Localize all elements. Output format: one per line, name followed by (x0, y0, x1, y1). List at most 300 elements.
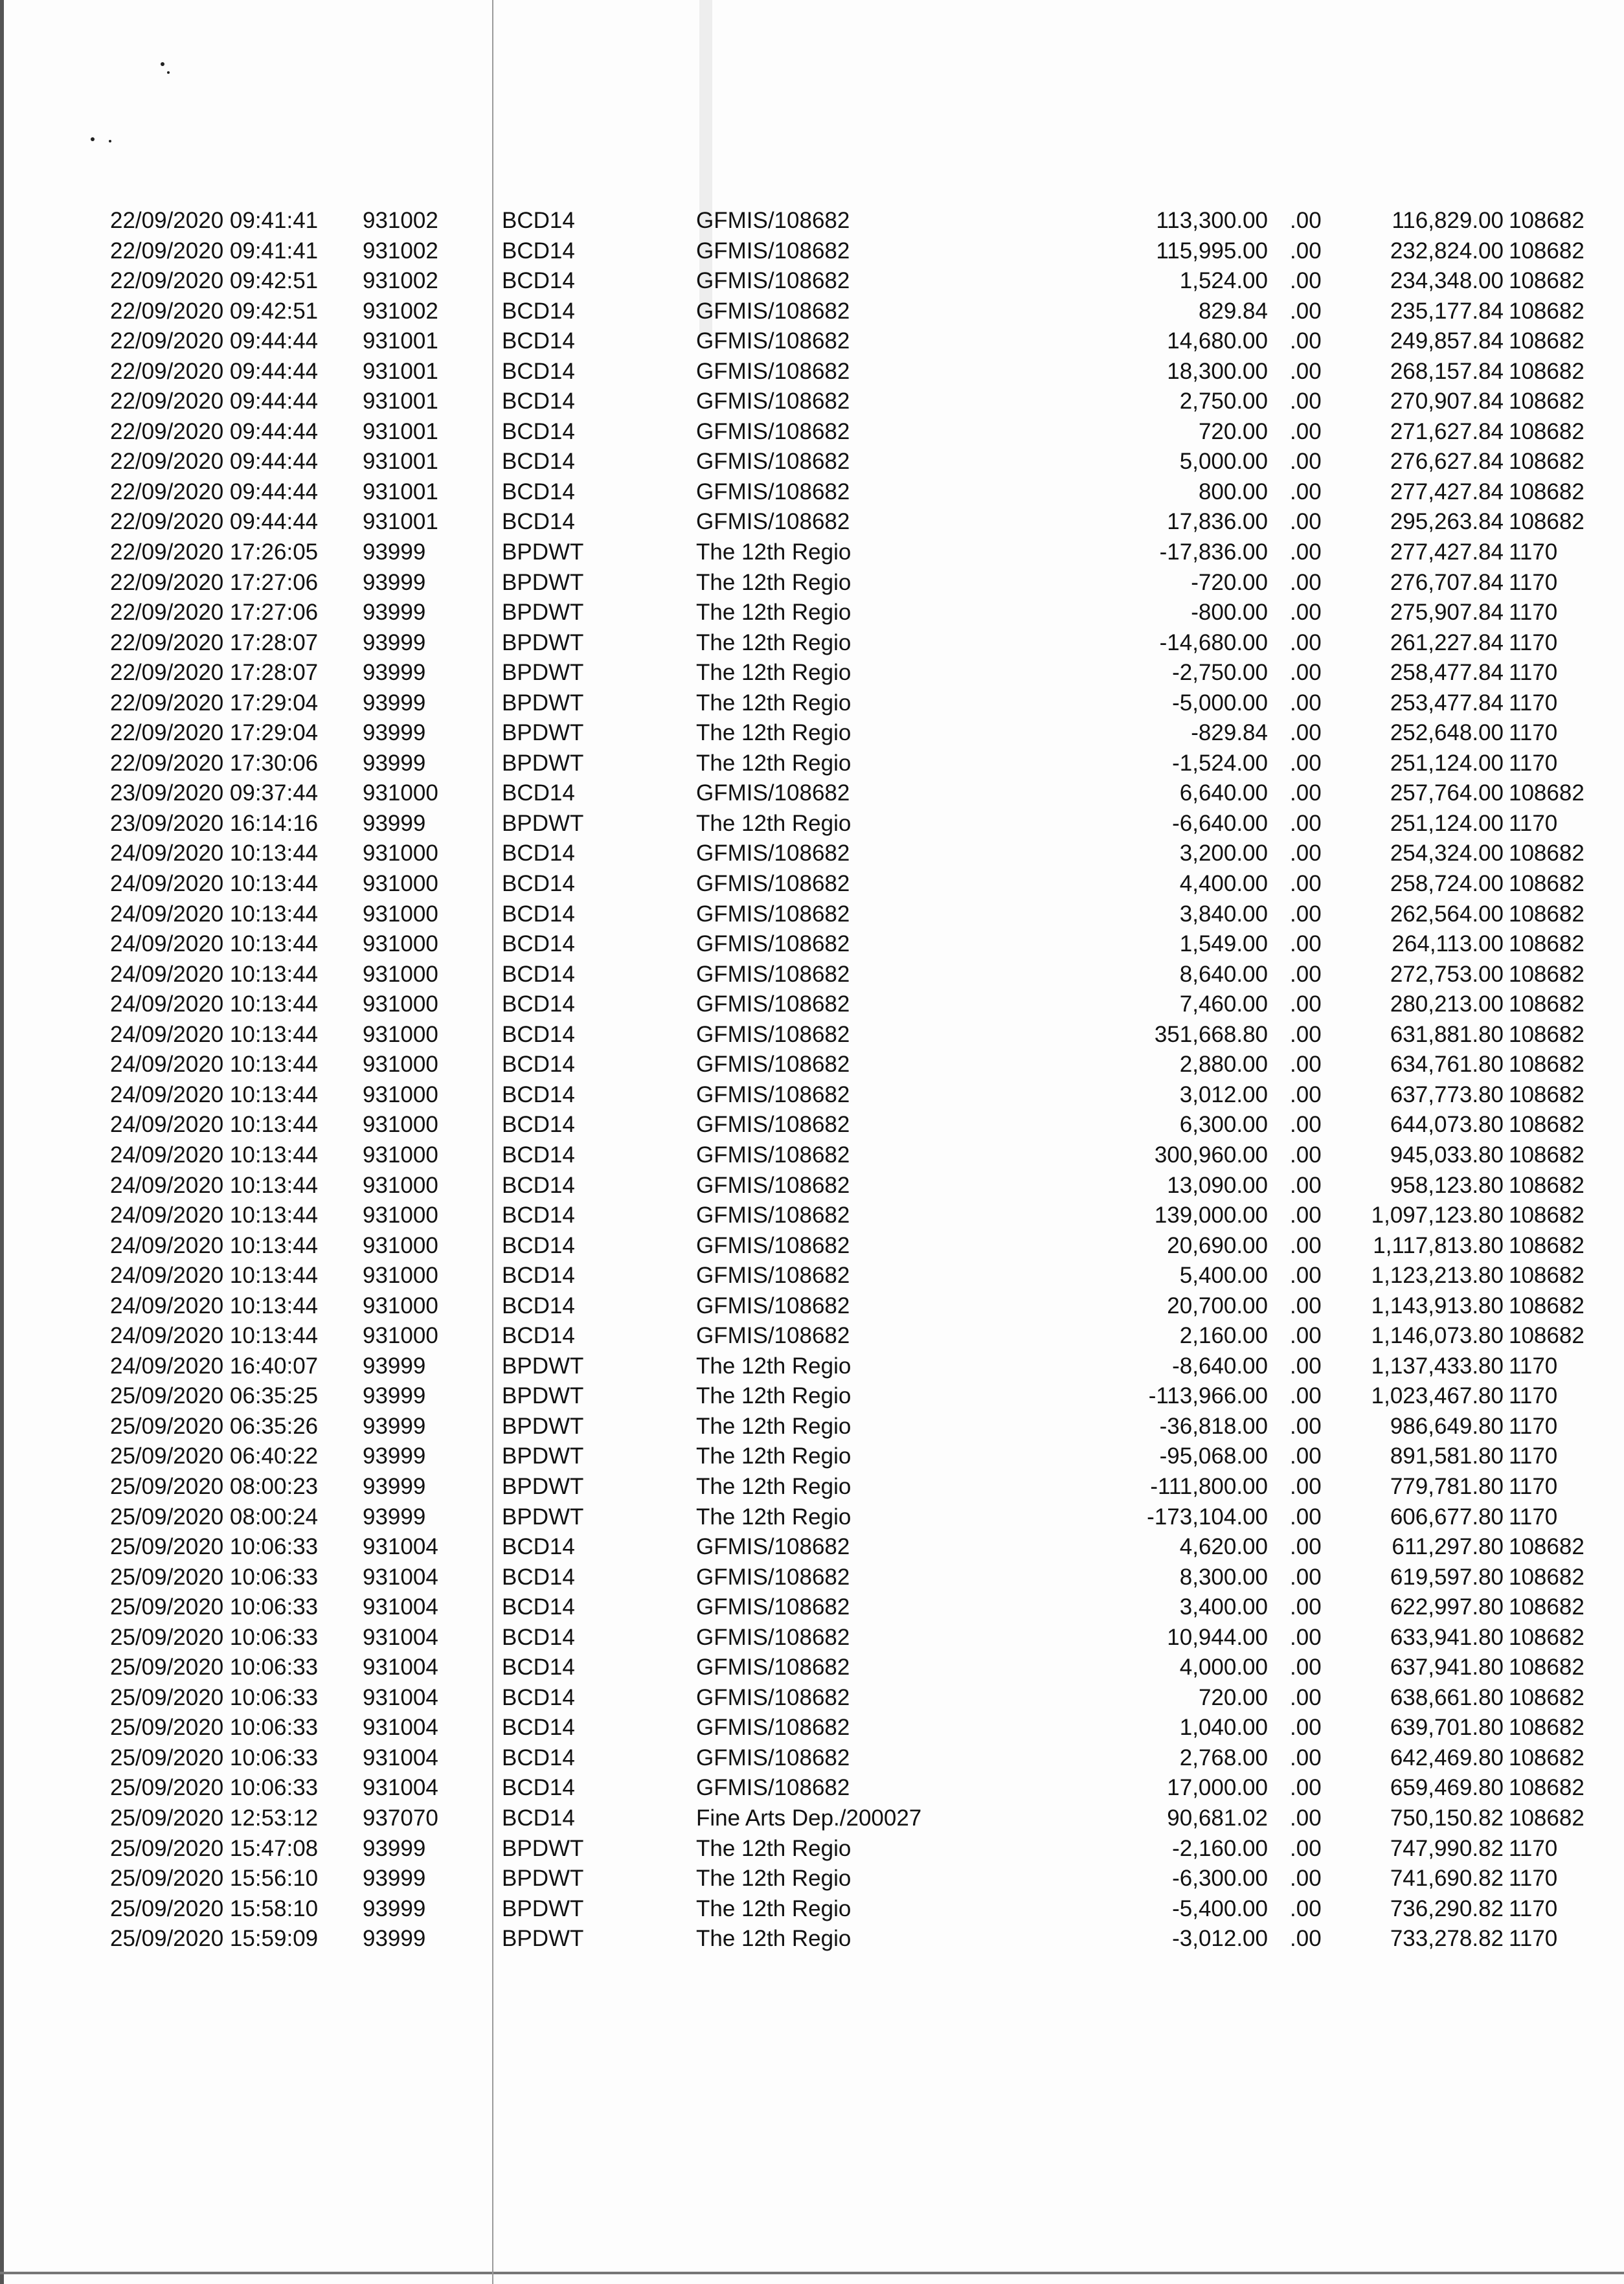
code-cell: BCD14 (502, 449, 575, 475)
zero-cell: .00 (1290, 1564, 1322, 1590)
description-cell: GFMIS/108682 (696, 1263, 850, 1289)
zero-cell: .00 (1290, 810, 1322, 836)
amount-cell: 2,160.00 (1179, 1323, 1268, 1349)
table-row (0, 1623, 1624, 1653)
description-cell: GFMIS/108682 (696, 780, 850, 806)
balance-cell: 634,761.80 (1390, 1052, 1504, 1078)
amount-cell: 5,000.00 (1179, 449, 1268, 475)
amount-cell: 17,836.00 (1167, 509, 1268, 535)
code-cell: BCD14 (502, 1715, 575, 1741)
code-cell: BCD14 (502, 418, 575, 444)
code-cell: BCD14 (502, 208, 575, 233)
description-cell: The 12th Regio (696, 629, 851, 655)
code-cell: BCD14 (502, 1564, 575, 1590)
balance-cell: 1,143,913.80 (1371, 1293, 1504, 1318)
amount-cell: 3,012.00 (1179, 1081, 1268, 1107)
account-cell: 108682 (1509, 1775, 1585, 1801)
amount-cell: 20,700.00 (1167, 1293, 1268, 1318)
balance-cell: 272,753.00 (1390, 961, 1504, 987)
reference-cell: 93999 (363, 1443, 426, 1469)
account-cell: 108682 (1509, 418, 1585, 444)
table-row (0, 357, 1624, 387)
date-time-cell: 25/09/2020 08:00:24 (110, 1504, 319, 1530)
date-time-cell: 22/09/2020 17:29:04 (110, 690, 319, 716)
table-row (0, 1351, 1624, 1382)
balance-cell: 264,113.00 (1392, 931, 1504, 957)
date-time-cell: 25/09/2020 10:06:33 (110, 1564, 319, 1590)
reference-cell: 931000 (363, 1142, 438, 1168)
description-cell: GFMIS/108682 (696, 1775, 850, 1801)
account-cell: 1170 (1509, 600, 1558, 626)
amount-cell: -5,400.00 (1172, 1895, 1268, 1921)
description-cell: GFMIS/108682 (696, 1172, 850, 1198)
reference-cell: 931000 (363, 841, 438, 866)
date-time-cell: 24/09/2020 10:13:44 (110, 931, 319, 957)
code-cell: BPDWT (502, 1383, 584, 1409)
balance-cell: 644,073.80 (1390, 1112, 1504, 1138)
date-time-cell: 24/09/2020 10:13:44 (110, 1112, 319, 1138)
table-row (0, 537, 1624, 568)
balance-cell: 733,278.82 (1390, 1926, 1504, 1952)
code-cell: BCD14 (502, 298, 575, 324)
amount-cell: -17,836.00 (1159, 539, 1268, 565)
amount-cell: 4,400.00 (1179, 871, 1268, 897)
amount-cell: -3,012.00 (1172, 1926, 1268, 1952)
account-cell: 1170 (1509, 720, 1558, 746)
table-row (0, 206, 1624, 236)
zero-cell: .00 (1290, 1895, 1322, 1921)
balance-cell: 276,707.84 (1390, 569, 1504, 595)
amount-cell: 720.00 (1198, 1684, 1268, 1710)
description-cell: GFMIS/108682 (696, 298, 850, 324)
account-cell: 1170 (1509, 539, 1558, 565)
account-cell: 1170 (1509, 660, 1558, 686)
account-cell: 1170 (1509, 1413, 1558, 1439)
zero-cell: .00 (1290, 1473, 1322, 1499)
account-cell: 1170 (1509, 1835, 1558, 1861)
description-cell: GFMIS/108682 (696, 1655, 850, 1680)
date-time-cell: 24/09/2020 10:13:44 (110, 991, 319, 1017)
zero-cell: .00 (1290, 569, 1322, 595)
reference-cell: 931000 (363, 1081, 438, 1107)
zero-cell: .00 (1290, 1203, 1322, 1228)
account-cell: 108682 (1509, 238, 1585, 264)
description-cell: GFMIS/108682 (696, 238, 850, 264)
zero-cell: .00 (1290, 1594, 1322, 1620)
balance-cell: 986,649.80 (1390, 1413, 1504, 1439)
date-time-cell: 22/09/2020 09:44:44 (110, 328, 319, 354)
reference-cell: 93999 (363, 1473, 426, 1499)
table-row (0, 1261, 1624, 1291)
table-row (0, 387, 1624, 417)
code-cell: BPDWT (502, 1413, 584, 1439)
reference-cell: 931000 (363, 961, 438, 987)
zero-cell: .00 (1290, 268, 1322, 294)
date-time-cell: 25/09/2020 10:06:33 (110, 1594, 319, 1620)
amount-cell: 829.84 (1198, 298, 1268, 324)
table-row (0, 1834, 1624, 1864)
reference-cell: 931004 (363, 1624, 438, 1650)
reference-cell: 931004 (363, 1684, 438, 1710)
reference-cell: 93999 (363, 1895, 426, 1921)
date-time-cell: 25/09/2020 15:56:10 (110, 1866, 319, 1892)
account-cell: 108682 (1509, 931, 1585, 957)
scan-bottom-edge (0, 2272, 1624, 2274)
description-cell: GFMIS/108682 (696, 1112, 850, 1138)
amount-cell: 4,000.00 (1179, 1655, 1268, 1680)
amount-cell: 2,750.00 (1179, 389, 1268, 414)
zero-cell: .00 (1290, 1745, 1322, 1770)
balance-cell: 254,324.00 (1390, 841, 1504, 866)
balance-cell: 261,227.84 (1390, 629, 1504, 655)
zero-cell: .00 (1290, 1263, 1322, 1289)
code-cell: BCD14 (502, 780, 575, 806)
date-time-cell: 24/09/2020 10:13:44 (110, 1293, 319, 1318)
balance-cell: 249,857.84 (1390, 328, 1504, 354)
balance-cell: 1,097,123.80 (1371, 1203, 1504, 1228)
account-cell: 108682 (1509, 1263, 1585, 1289)
zero-cell: .00 (1290, 389, 1322, 414)
table-row (0, 1412, 1624, 1442)
table-row (0, 960, 1624, 990)
zero-cell: .00 (1290, 1413, 1322, 1439)
amount-cell: -8,640.00 (1172, 1353, 1268, 1379)
zero-cell: .00 (1290, 1684, 1322, 1710)
date-time-cell: 22/09/2020 17:27:06 (110, 569, 319, 595)
description-cell: The 12th Regio (696, 1443, 851, 1469)
balance-cell: 631,881.80 (1390, 1021, 1504, 1047)
table-row (0, 1713, 1624, 1743)
zero-cell: .00 (1290, 629, 1322, 655)
description-cell: The 12th Regio (696, 690, 851, 716)
reference-cell: 93999 (363, 1866, 426, 1892)
code-cell: BCD14 (502, 238, 575, 264)
zero-cell: .00 (1290, 1232, 1322, 1258)
balance-cell: 611,297.80 (1392, 1534, 1504, 1560)
reference-cell: 931002 (363, 268, 438, 294)
table-row (0, 1773, 1624, 1803)
balance-cell: 741,690.82 (1390, 1866, 1504, 1892)
code-cell: BCD14 (502, 509, 575, 535)
balance-cell: 637,941.80 (1390, 1655, 1504, 1680)
reference-cell: 931000 (363, 871, 438, 897)
account-cell: 1170 (1509, 1504, 1558, 1530)
code-cell: BCD14 (502, 328, 575, 354)
balance-cell: 891,581.80 (1390, 1443, 1504, 1469)
amount-cell: -800.00 (1191, 600, 1268, 626)
description-cell: GFMIS/108682 (696, 1534, 850, 1560)
balance-cell: 271,627.84 (1390, 418, 1504, 444)
description-cell: GFMIS/108682 (696, 841, 850, 866)
reference-cell: 93999 (363, 539, 426, 565)
amount-cell: -173,104.00 (1147, 1504, 1268, 1530)
description-cell: GFMIS/108682 (696, 991, 850, 1017)
balance-cell: 619,597.80 (1390, 1564, 1504, 1590)
zero-cell: .00 (1290, 1443, 1322, 1469)
account-cell: 108682 (1509, 1745, 1585, 1770)
amount-cell: 4,620.00 (1179, 1534, 1268, 1560)
table-row (0, 1563, 1624, 1593)
account-cell: 108682 (1509, 1293, 1585, 1318)
account-cell: 1170 (1509, 1866, 1558, 1892)
code-cell: BCD14 (502, 1534, 575, 1560)
code-cell: BPDWT (502, 690, 584, 716)
zero-cell: .00 (1290, 1655, 1322, 1680)
amount-cell: 139,000.00 (1154, 1203, 1268, 1228)
reference-cell: 931002 (363, 238, 438, 264)
zero-cell: .00 (1290, 931, 1322, 957)
amount-cell: 6,300.00 (1179, 1112, 1268, 1138)
balance-cell: 262,564.00 (1390, 901, 1504, 927)
date-time-cell: 25/09/2020 10:06:33 (110, 1534, 319, 1560)
reference-cell: 931001 (363, 509, 438, 535)
scan-speck (167, 71, 170, 74)
reference-cell: 931001 (363, 389, 438, 414)
code-cell: BCD14 (502, 931, 575, 957)
date-time-cell: 22/09/2020 17:26:05 (110, 539, 319, 565)
transaction-table (0, 206, 1624, 1954)
description-cell: GFMIS/108682 (696, 871, 850, 897)
reference-cell: 931000 (363, 1112, 438, 1138)
table-row (0, 1592, 1624, 1623)
balance-cell: 638,661.80 (1390, 1684, 1504, 1710)
table-row (0, 1803, 1624, 1834)
reference-cell: 931000 (363, 1021, 438, 1047)
balance-cell: 637,773.80 (1390, 1081, 1504, 1107)
amount-cell: 90,681.02 (1167, 1805, 1268, 1831)
reference-cell: 931000 (363, 901, 438, 927)
description-cell: GFMIS/108682 (696, 509, 850, 535)
table-row (0, 1472, 1624, 1502)
table-row (0, 236, 1624, 267)
code-cell: BCD14 (502, 1805, 575, 1831)
table-row (0, 1743, 1624, 1774)
account-cell: 1170 (1509, 1353, 1558, 1379)
date-time-cell: 24/09/2020 10:13:44 (110, 1021, 319, 1047)
date-time-cell: 22/09/2020 09:44:44 (110, 479, 319, 504)
balance-cell: 639,701.80 (1390, 1715, 1504, 1741)
balance-cell: 251,124.00 (1390, 750, 1504, 776)
balance-cell: 1,146,073.80 (1371, 1323, 1504, 1349)
account-cell: 108682 (1509, 208, 1585, 233)
amount-cell: 1,524.00 (1179, 268, 1268, 294)
reference-cell: 931000 (363, 1203, 438, 1228)
reference-cell: 931002 (363, 298, 438, 324)
date-time-cell: 22/09/2020 17:28:07 (110, 660, 319, 686)
amount-cell: 6,640.00 (1179, 780, 1268, 806)
description-cell: GFMIS/108682 (696, 1142, 850, 1168)
description-cell: GFMIS/108682 (696, 1745, 850, 1770)
table-row (0, 628, 1624, 659)
description-cell: GFMIS/108682 (696, 389, 850, 414)
amount-cell: 3,200.00 (1179, 841, 1268, 866)
date-time-cell: 24/09/2020 10:13:44 (110, 1172, 319, 1198)
zero-cell: .00 (1290, 600, 1322, 626)
reference-cell: 93999 (363, 690, 426, 716)
code-cell: BCD14 (502, 1052, 575, 1078)
account-cell: 108682 (1509, 901, 1585, 927)
code-cell: BCD14 (502, 1112, 575, 1138)
reference-cell: 931000 (363, 1052, 438, 1078)
table-row (0, 568, 1624, 598)
code-cell: BCD14 (502, 1142, 575, 1168)
table-row (0, 749, 1624, 779)
reference-cell: 93999 (363, 660, 426, 686)
zero-cell: .00 (1290, 961, 1322, 987)
reference-cell: 931001 (363, 479, 438, 504)
date-time-cell: 24/09/2020 10:13:44 (110, 1203, 319, 1228)
table-row (0, 417, 1624, 447)
amount-cell: 2,880.00 (1179, 1052, 1268, 1078)
zero-cell: .00 (1290, 1142, 1322, 1168)
balance-cell: 275,907.84 (1390, 600, 1504, 626)
date-time-cell: 24/09/2020 10:13:44 (110, 1323, 319, 1349)
description-cell: GFMIS/108682 (696, 1081, 850, 1107)
balance-cell: 251,124.00 (1390, 810, 1504, 836)
reference-cell: 931004 (363, 1534, 438, 1560)
description-cell: GFMIS/108682 (696, 328, 850, 354)
code-cell: BPDWT (502, 1835, 584, 1861)
table-row (0, 658, 1624, 688)
table-row (0, 1171, 1624, 1201)
account-cell: 108682 (1509, 961, 1585, 987)
zero-cell: .00 (1290, 539, 1322, 565)
date-time-cell: 25/09/2020 10:06:33 (110, 1624, 319, 1650)
reference-cell: 93999 (363, 1926, 426, 1952)
date-time-cell: 22/09/2020 17:28:07 (110, 629, 319, 655)
date-time-cell: 24/09/2020 10:13:44 (110, 1142, 319, 1168)
balance-cell: 1,137,433.80 (1371, 1353, 1504, 1379)
account-cell: 108682 (1509, 1805, 1585, 1831)
code-cell: BPDWT (502, 569, 584, 595)
account-cell: 108682 (1509, 1021, 1585, 1047)
zero-cell: .00 (1290, 1021, 1322, 1047)
date-time-cell: 23/09/2020 16:14:16 (110, 810, 319, 836)
reference-cell: 931004 (363, 1594, 438, 1620)
zero-cell: .00 (1290, 991, 1322, 1017)
account-cell: 108682 (1509, 1052, 1585, 1078)
date-time-cell: 22/09/2020 17:27:06 (110, 600, 319, 626)
balance-cell: 659,469.80 (1390, 1775, 1504, 1801)
amount-cell: 3,840.00 (1179, 901, 1268, 927)
amount-cell: 10,944.00 (1167, 1624, 1268, 1650)
date-time-cell: 25/09/2020 15:47:08 (110, 1835, 319, 1861)
code-cell: BPDWT (502, 600, 584, 626)
date-time-cell: 22/09/2020 09:41:41 (110, 208, 319, 233)
account-cell: 108682 (1509, 1655, 1585, 1680)
balance-cell: 235,177.84 (1390, 298, 1504, 324)
code-cell: BPDWT (502, 750, 584, 776)
balance-cell: 277,427.84 (1390, 479, 1504, 504)
account-cell: 108682 (1509, 1232, 1585, 1258)
table-row (0, 1532, 1624, 1563)
balance-cell: 736,290.82 (1390, 1895, 1504, 1921)
scan-speck (109, 140, 111, 142)
balance-cell: 253,477.84 (1390, 690, 1504, 716)
balance-cell: 277,427.84 (1390, 539, 1504, 565)
amount-cell: 7,460.00 (1179, 991, 1268, 1017)
amount-cell: 3,400.00 (1179, 1594, 1268, 1620)
table-row (0, 297, 1624, 327)
balance-cell: 258,477.84 (1390, 660, 1504, 686)
zero-cell: .00 (1290, 1775, 1322, 1801)
code-cell: BPDWT (502, 1926, 584, 1952)
date-time-cell: 25/09/2020 10:06:33 (110, 1745, 319, 1770)
code-cell: BCD14 (502, 1203, 575, 1228)
code-cell: BCD14 (502, 1021, 575, 1047)
reference-cell: 93999 (363, 1504, 426, 1530)
balance-cell: 268,157.84 (1390, 358, 1504, 384)
balance-cell: 779,781.80 (1390, 1473, 1504, 1499)
date-time-cell: 24/09/2020 10:13:44 (110, 901, 319, 927)
amount-cell: -111,800.00 (1150, 1473, 1268, 1499)
zero-cell: .00 (1290, 1534, 1322, 1560)
account-cell: 1170 (1509, 810, 1558, 836)
date-time-cell: 24/09/2020 10:13:44 (110, 1081, 319, 1107)
zero-cell: .00 (1290, 780, 1322, 806)
amount-cell: 5,400.00 (1179, 1263, 1268, 1289)
zero-cell: .00 (1290, 208, 1322, 233)
reference-cell: 937070 (363, 1805, 438, 1831)
balance-cell: 633,941.80 (1390, 1624, 1504, 1650)
account-cell: 108682 (1509, 1172, 1585, 1198)
description-cell: GFMIS/108682 (696, 1715, 850, 1741)
zero-cell: .00 (1290, 1172, 1322, 1198)
description-cell: The 12th Regio (696, 750, 851, 776)
table-row (0, 1080, 1624, 1111)
description-cell: The 12th Regio (696, 600, 851, 626)
zero-cell: .00 (1290, 298, 1322, 324)
code-cell: BPDWT (502, 539, 584, 565)
balance-cell: 116,829.00 (1392, 208, 1504, 233)
description-cell: GFMIS/108682 (696, 208, 850, 233)
balance-cell: 280,213.00 (1390, 991, 1504, 1017)
reference-cell: 931000 (363, 1172, 438, 1198)
date-time-cell: 24/09/2020 16:40:07 (110, 1353, 319, 1379)
balance-cell: 1,117,813.80 (1373, 1232, 1504, 1258)
table-row (0, 688, 1624, 719)
reference-cell: 93999 (363, 810, 426, 836)
reference-cell: 931001 (363, 418, 438, 444)
table-row (0, 326, 1624, 357)
zero-cell: .00 (1290, 418, 1322, 444)
date-time-cell: 25/09/2020 10:06:33 (110, 1715, 319, 1741)
code-cell: BCD14 (502, 1655, 575, 1680)
amount-cell: -829.84 (1191, 720, 1268, 746)
reference-cell: 93999 (363, 1413, 426, 1439)
date-time-cell: 23/09/2020 09:37:44 (110, 780, 319, 806)
amount-cell: -36,818.00 (1159, 1413, 1268, 1439)
date-time-cell: 25/09/2020 06:40:22 (110, 1443, 319, 1469)
code-cell: BCD14 (502, 479, 575, 504)
date-time-cell: 22/09/2020 17:29:04 (110, 720, 319, 746)
table-row (0, 718, 1624, 749)
zero-cell: .00 (1290, 1293, 1322, 1318)
table-row (0, 929, 1624, 960)
zero-cell: .00 (1290, 841, 1322, 866)
date-time-cell: 25/09/2020 10:06:33 (110, 1655, 319, 1680)
amount-cell: 20,690.00 (1167, 1232, 1268, 1258)
reference-cell: 93999 (363, 1835, 426, 1861)
account-cell: 108682 (1509, 328, 1585, 354)
code-cell: BPDWT (502, 1866, 584, 1892)
amount-cell: -95,068.00 (1159, 1443, 1268, 1469)
reference-cell: 93999 (363, 1383, 426, 1409)
account-cell: 108682 (1509, 871, 1585, 897)
reference-cell: 931004 (363, 1715, 438, 1741)
scan-speck (91, 137, 95, 141)
account-cell: 1170 (1509, 750, 1558, 776)
